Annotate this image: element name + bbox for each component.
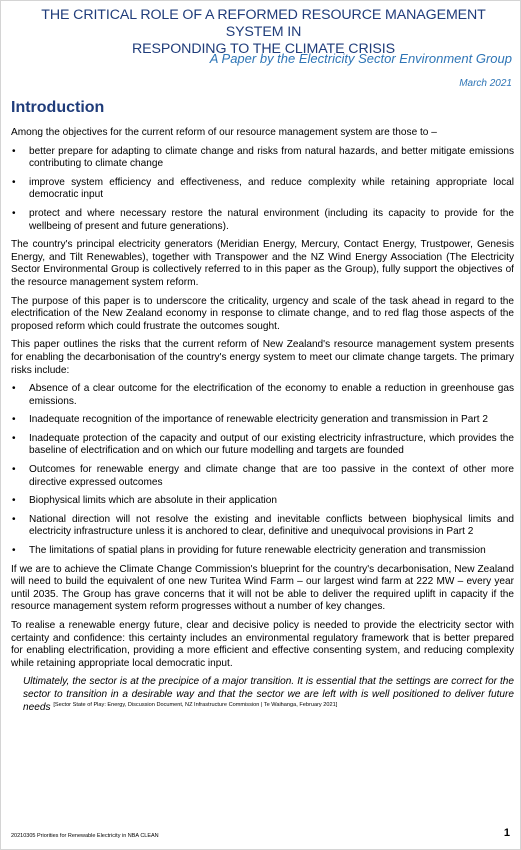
bullet-icon: •	[12, 207, 16, 219]
document-subtitle: A Paper by the Electricity Sector Environment Group	[209, 51, 512, 66]
body-paragraph: The purpose of this paper is to underscore the criticality, urgency and scale of the task ahead in regard to the electrification of the New Zealand economy in response to climate change, and to red flag those aspects of the proposed reform which could frustrate the outcomes sought.	[11, 295, 514, 332]
body-paragraph: This paper outlines the risks that the current reform of New Zealand's resource management system presents for enabling the decarbonisation of the country's energy system to meet our climate change targets. The primary risks include:	[11, 339, 514, 376]
risks-list	[11, 383, 514, 558]
footer-file-name: 20210305 Priorities for Renewable Electricity in NBA CLEAN	[11, 833, 159, 839]
bullet-icon: •	[12, 545, 16, 557]
body-paragraph: The country's principal electricity generators (Meridian Energy, Mercury, Contact Energy, Trustpower, Genesis Energy, and Tilt Renewables), together with Transpower and the NZ Wind Energy Association (The Electricity Sector Environmental Group is collectively referred to in this paper as the Group), fully support the objectives of the resource management system reform.	[11, 239, 514, 288]
body-paragraph: If we are to achieve the Climate Change Commission's blueprint for the country's decarbonisation, New Zealand will need to build the equivalent of one new Turitea Wind Farm – our largest wind farm at 222 MW – every year until 2035. The Group has grave concerns that it will not be able to deliver the required uplift in capacity if the resource management system reform progresses without a number of key changes.	[11, 563, 514, 613]
quote-paragraph	[11, 676, 514, 714]
bullet-icon: •	[12, 145, 16, 157]
page-number: 1	[503, 827, 510, 839]
title-line-1: THE CRITICAL ROLE OF A REFORMED RESOURCE MANAGEMENT SYSTEM IN	[41, 7, 486, 40]
title-line-2: RESPONDING TO THE CLIMATE CRISIS	[132, 41, 395, 57]
bullet-icon: •	[12, 432, 16, 444]
list-item: • Outcomes for renewable energy and climate change that are too passive in the context of other more directive expressed outcomes	[12, 464, 514, 488]
list-item: • National direction will not resolve the existing and inevitable conflicts between biophysical limits and electricity infrastructure unless it is anchored to clear, definitive and unequivocal provisions in Part 2	[12, 513, 514, 538]
list-item: • Inadequate recognition of the importance of renewable electricity generation and transmission in Part 2	[12, 414, 488, 426]
bullet-icon: •	[12, 383, 16, 395]
list-item: • protect and where necessary restore the natural environment (including its capacity to provide for the wellbeing of present and future generations).	[12, 207, 514, 232]
body-paragraph: To realise a renewable energy future, clear and decisive policy is needed to provide the electricity sector with certainty and confidence: this certainty includes an environmental regulatory framework that is better prepared for enabling electrification, providing a more efficient and effective consenting system, and reducing complexity while retaining appropriate local democratic input.	[11, 620, 514, 669]
list-item: • Biophysical limits which are absolute in their application	[12, 495, 277, 507]
list-item: • Absence of a clear outcome for the electrification of the economy to enable a reduction in greenhouse gas emissions.	[12, 383, 514, 407]
quote-text: Ultimately, the sector is at the precipice of a major transition. It is essential that the settings are correct for the sector to transition in a desirable way and that the sector we are left with is well positioned to deliver future needs	[23, 676, 514, 713]
quote-citation: [Sector State of Play: Energy, Discussion Document, NZ Infrastructure Commission | Te Waihanga, February 2021]	[53, 701, 338, 708]
document-body	[11, 127, 514, 720]
bullet-icon: •	[12, 495, 16, 507]
list-item: • Inadequate protection of the capacity and output of our existing electricity infrastructure, which provides the baseline of electrification and on which our future modelling and targets are founded	[12, 432, 514, 457]
list-item: • better prepare for adapting to climate change and risks from natural hazards, and better mitigate emissions contributing to climate change	[12, 145, 514, 170]
bullet-icon: •	[12, 176, 16, 188]
section-heading: Introduction	[11, 99, 105, 116]
intro-paragraph: Among the objectives for the current reform of our resource management system are those to –	[11, 127, 437, 138]
list-item: • The limitations of spatial plans in providing for future renewable electricity generation and transmission	[12, 545, 486, 557]
bullet-icon: •	[12, 414, 16, 426]
document-date: March 2021	[459, 78, 512, 89]
bullet-icon: •	[12, 513, 16, 525]
objectives-list	[11, 146, 514, 234]
bullet-icon: •	[12, 464, 16, 476]
list-item: • improve system efficiency and effectiveness, and reduce complexity while retaining appropriate local democratic input	[12, 176, 514, 201]
